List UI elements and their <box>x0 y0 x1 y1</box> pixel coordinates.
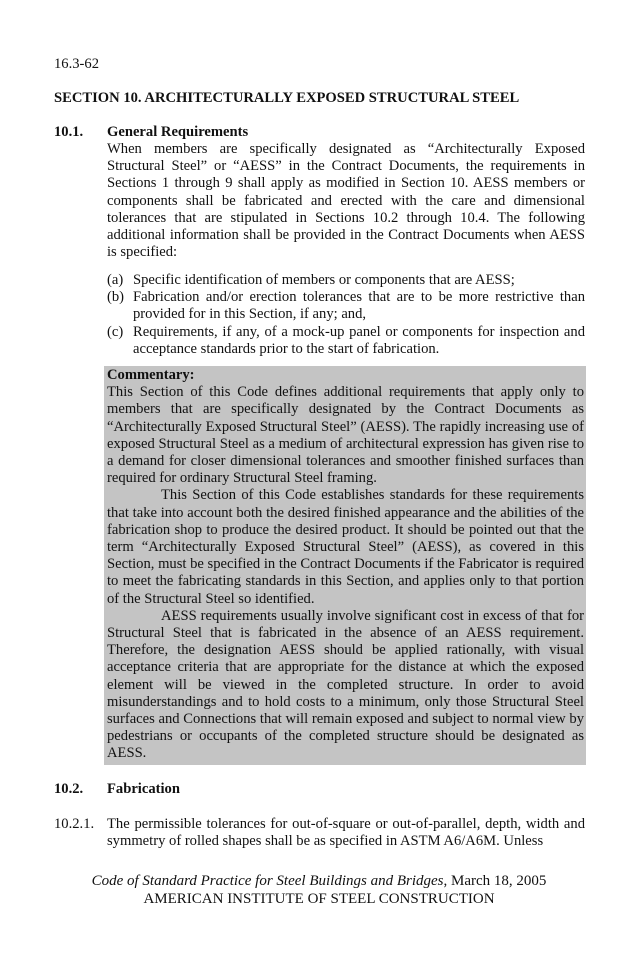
list-item <box>107 272 585 289</box>
section-10-2-1-number: 10.2.1. <box>54 816 95 832</box>
requirements-list <box>107 272 585 358</box>
commentary-title: Commentary: <box>107 367 195 383</box>
list-item <box>107 324 585 358</box>
list-item-label: (c) <box>107 323 124 340</box>
footer-document-title: Code of Standard Practice for Steel Buildings and Bridges <box>91 873 444 889</box>
list-item <box>107 289 585 323</box>
page-number: 16.3-62 <box>54 56 99 72</box>
footer-organization: AMERICAN INSTITUTE OF STEEL CONSTRUCTION <box>143 891 495 907</box>
list-item-text: Specific identification of members or components that are AESS; <box>133 272 515 288</box>
commentary-box <box>104 366 586 765</box>
list-item-text: Fabrication and/or erection tolerances that are to be more restrictive than provided for in this Section, if any; and, <box>133 289 585 323</box>
commentary-paragraph-3: AESS requirements usually involve significant cost in excess of that for Structural Steel that is fabricated in the absence of an AESS requirement. Therefore, the designation AESS should be applied rationally, with visual acceptance criteria that are appropriate for the distance at which the exposed element will be viewed in the completed structure. In order to avoid misunderstandings and to hold costs to a minimum, only those Structural Steel surfaces and Connections that will remain exposed and subject to normal view by pedestrians or occupants of the completed structure should be designated as AESS. <box>107 607 584 762</box>
list-item-label: (a) <box>107 272 124 288</box>
commentary-paragraph-2: This Section of this Code establishes standards for these requirements that take into account both the desired finished appearance and the abilities of the fabrication shop to produce the desired product. It should be pointed out that the term “Architecturally Exposed Structural Steel” (AESS), as covered in this Section, must be specified in the Contract Documents if the Fabricator is required to meet the fabricating standards in this Section, and applies only to that portion of the Structural Steel so identified. <box>107 487 585 607</box>
list-item-label: (b) <box>107 289 125 306</box>
page-footer <box>0 872 638 908</box>
section-10-1-text: When members are specifically designated as “Architecturally Exposed Structural Steel” or “AESS” in the Contract Documents, the requirements in Sections 1 through 9 shall apply as modified in Section 10. AESS members or components shall be fabricated and erected with the care and dimensional tolerances that are stipulated in Sections 10.2 through 10.4. The following additional information shall be provided in the Contract Documents when AESS is specified: <box>107 141 585 261</box>
section-title: SECTION 10. ARCHITECTURALLY EXPOSED STRUCTURAL STEEL <box>54 90 520 106</box>
section-10-1-number: 10.1. <box>54 124 84 140</box>
footer-citation <box>0 872 638 890</box>
footer-date: , March 18, 2005 <box>443 873 547 889</box>
section-10-2-number: 10.2. <box>54 781 84 797</box>
section-10-1-title: General Requirements <box>107 124 249 140</box>
list-item-text: Requirements, if any, of a mock-up panel or components for inspection and acceptance standards prior to the start of fabrication. <box>133 323 585 357</box>
section-10-2-1-text: The permissible tolerances for out-of-square or out-of-parallel, depth, width and symmetry of rolled shapes shall be as specified in ASTM A6/A6M. Unless <box>107 816 585 850</box>
commentary-paragraph-1: This Section of this Code defines additional requirements that apply only to members that are specifically designated by the Contract Documents as “Architecturally Exposed Structural Steel” (AESS). The rapidly increasing use of exposed Structural Steel as a medium of architectural expression has given rise to a demand for closer dimensional tolerances and smoother finished surfaces than required for ordinary Structural Steel framing. <box>107 384 584 487</box>
section-10-2-title: Fabrication <box>107 781 180 797</box>
